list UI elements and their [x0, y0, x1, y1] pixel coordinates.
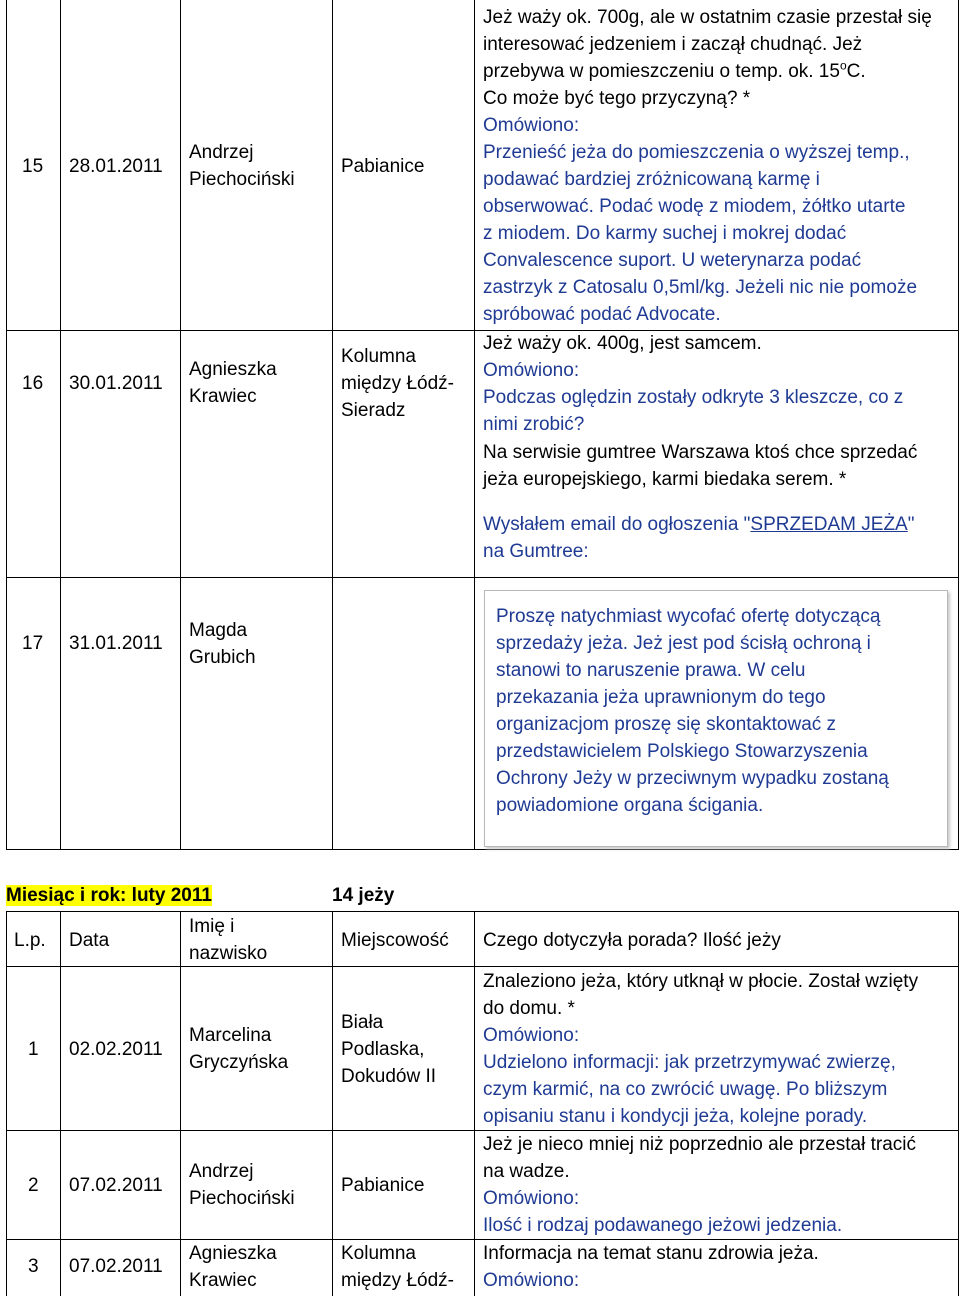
- row15-answer-7: spróbować podać Advocate.: [483, 304, 721, 325]
- row15-lp: 15: [22, 156, 44, 177]
- row15-name-first: Andrzej: [189, 142, 254, 163]
- t1-right-border: [958, 0, 959, 850]
- t2-row1-answer-1: Udzielono informacji: jak przetrzymywać zwierzę,: [483, 1052, 896, 1073]
- row16-lp: 16: [22, 373, 44, 394]
- row15-place: Pabianice: [341, 156, 425, 177]
- t2-row1-question-2: do domu. *: [483, 998, 575, 1019]
- header-name-1: Imię i: [189, 916, 235, 937]
- email-line-6: przedstawicielem Polskiego Stowarzyszenia: [496, 741, 868, 762]
- row15-date: 28.01.2011: [69, 156, 163, 177]
- row17-date: 31.01.2011: [69, 633, 163, 654]
- t2-row3-name-last: Krawiec: [189, 1270, 257, 1291]
- t2-row2-lp: 2: [28, 1175, 39, 1196]
- t2-row1-name-first: Marcelina: [189, 1025, 272, 1046]
- t2-right-border: [958, 911, 959, 1296]
- t2-row1-omowiono: Omówiono:: [483, 1025, 580, 1046]
- t1-col-sep-lp: [60, 0, 61, 850]
- t2-row1-lp: 1: [28, 1039, 39, 1060]
- row16-date: 30.01.2011: [69, 373, 163, 394]
- t2-row2-question-1: Jeż je nieco mniej niż poprzednio ale przestał tracić: [483, 1134, 916, 1155]
- t2-row2-answer-1: Ilość i rodzaj podawanego jeżowi jedzenia.: [483, 1215, 843, 1236]
- row15-answer-1: Przenieść jeża do pomieszczenia o wyższej temp.,: [483, 142, 910, 163]
- row16-answer-2: nimi zrobić?: [483, 414, 585, 435]
- t2-row2-omowiono: Omówiono:: [483, 1188, 580, 1209]
- t2-row1-name-last: Gryczyńska: [189, 1052, 289, 1073]
- email-message-box: [484, 590, 948, 847]
- t2-left-border: [6, 911, 7, 1296]
- t2-row1-place-2: Podlaska,: [341, 1039, 425, 1060]
- header-place: Miejscowość: [341, 930, 449, 951]
- month-year-label: Miesiąc i rok: luty 2011: [6, 885, 212, 906]
- t2-row1-date: 02.02.2011: [69, 1039, 163, 1060]
- t2-col-sep-date: [180, 911, 181, 1296]
- t2-row2-name-first: Andrzej: [189, 1161, 254, 1182]
- t2-row2-date: 07.02.2011: [69, 1175, 163, 1196]
- row16-question-1: Jeż waży ok. 400g, jest samcem.: [483, 333, 762, 354]
- row15-answer-6: zastrzyk z Catosalu 0,5ml/kg. Jeżeli nic nie pomoże: [483, 277, 918, 298]
- t2-header-bottom: [6, 966, 959, 967]
- gumtree-ad-link[interactable]: SPRZEDAM JEŻA: [750, 514, 908, 535]
- t2-row3-date: 07.02.2011: [69, 1256, 163, 1277]
- email-line-5: organizacjom proszę się skontaktować z: [496, 714, 837, 735]
- header-lp: L.p.: [14, 930, 46, 951]
- t1-row-sep-16-17: [6, 577, 959, 578]
- email-line-1: Proszę natychmiast wycofać ofertę dotyczącą: [496, 606, 881, 627]
- row17-lp: 17: [22, 633, 44, 654]
- t1-col-sep-name: [332, 0, 333, 850]
- email-line-7: Ochrony Jeży w przeciwnym wypadku zostaną: [496, 768, 889, 789]
- header-name-2: nazwisko: [189, 943, 268, 964]
- t2-row3-lp: 3: [28, 1256, 39, 1277]
- t2-top-border: [6, 911, 959, 912]
- t2-row3-name-first: Agnieszka: [189, 1243, 277, 1264]
- email-line-2: sprzedaży jeża. Jeż jest pod ścisłą ochroną i: [496, 633, 871, 654]
- row15-answer-2: podawać bardziej zróżnicowaną karmę i: [483, 169, 820, 190]
- row17-answer-2: na Gumtree:: [483, 541, 589, 562]
- t2-col-sep-lp: [60, 911, 61, 1296]
- row16-place-1: Kolumna: [341, 346, 416, 367]
- row16-name-last: Krawiec: [189, 386, 257, 407]
- row16-answer-1: Podczas oględzin zostały odkryte 3 kleszcze, co z: [483, 387, 904, 408]
- row17-name-first: Magda: [189, 620, 248, 641]
- row15-question-2: interesować jedzeniem i zaczął chudnąć. Jeż: [483, 34, 863, 55]
- t2-row3-question-1: Informacja na temat stanu zdrowia jeża.: [483, 1243, 819, 1264]
- row16-place-3: Sieradz: [341, 400, 406, 421]
- row15-name-last: Piechociński: [189, 169, 295, 190]
- t1-col-sep-place: [474, 0, 475, 850]
- header-desc: Czego dotyczyła porada? Ilość jeży: [483, 930, 781, 951]
- row15-question-3: przebywa w pomieszczeniu o temp. ok. 15$^o$C.: [483, 58, 866, 82]
- row15-question-4: Co może być tego przyczyną? *: [483, 88, 751, 109]
- row17-question-2: jeża europejskiego, karmi biedaka serem. *: [483, 469, 847, 490]
- row15-answer-4: z miodem. Do karmy suchej i mokrej dodać: [483, 223, 847, 244]
- row16-place-2: między Łódź-: [341, 373, 454, 394]
- t2-row1-answer-2: czym karmić, na co zwrócić uwagę. Po bliższym: [483, 1079, 888, 1100]
- row15-answer-5: Convalescence suport. U weterynarza podać: [483, 250, 862, 271]
- t2-col-sep-name: [332, 911, 333, 1296]
- row15-question-1: Jeż waży ok. 700g, ale w ostatnim czasie przestał się: [483, 7, 932, 28]
- row17-question-1: Na serwisie gumtree Warszawa ktoś chce sprzedać: [483, 442, 918, 463]
- t2-row2-question-2: na wadze.: [483, 1161, 570, 1182]
- email-line-3: stanowi to naruszenie prawa. W celu: [496, 660, 806, 681]
- t1-left-border: [6, 0, 7, 850]
- t2-row1-answer-3: opisaniu stanu i kondycji jeża, kolejne porady.: [483, 1106, 868, 1127]
- header-date: Data: [69, 930, 110, 951]
- row17-name-last: Grubich: [189, 647, 256, 668]
- t2-row3-omowiono: Omówiono:: [483, 1270, 580, 1291]
- t1-col-sep-date: [180, 0, 181, 850]
- row15-omowiono: Omówiono:: [483, 115, 580, 136]
- row16-name-first: Agnieszka: [189, 359, 277, 380]
- row17-answer-1: Wysłałem email do ogłoszenia "SPRZEDAM JEŻA": [483, 514, 915, 535]
- row15-answer-3: obserwować. Podać wodę z miodem, żółtko utarte: [483, 196, 906, 217]
- t2-row1-place-3: Dokudów II: [341, 1066, 437, 1087]
- t2-row3-place-1: Kolumna: [341, 1243, 416, 1264]
- t2-row2-name-last: Piechociński: [189, 1188, 295, 1209]
- email-line-8: powiadomione organa ścigania.: [496, 795, 764, 816]
- hedgehog-count: 14 jeży: [332, 885, 395, 906]
- email-line-4: przekazania jeża uprawnionym do tego: [496, 687, 826, 708]
- t2-col-sep-place: [474, 911, 475, 1296]
- t1-bottom-border: [6, 849, 959, 850]
- row16-omowiono: Omówiono:: [483, 360, 580, 381]
- t2-row1-place-1: Biała: [341, 1012, 384, 1033]
- t2-row3-place-2: między Łódź-: [341, 1270, 454, 1291]
- t2-row1-question-1: Znaleziono jeża, który utknął w płocie. Został wzięty: [483, 971, 919, 992]
- t2-row2-place: Pabianice: [341, 1175, 425, 1196]
